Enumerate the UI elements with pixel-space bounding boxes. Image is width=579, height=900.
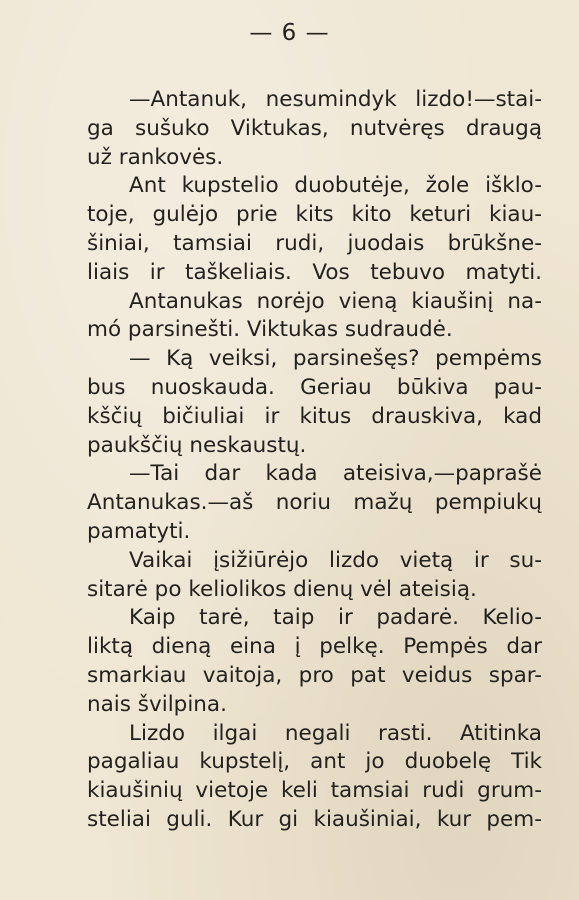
text-line: ga sušuko Viktukas, nutvėręs draugą [87, 115, 542, 141]
text-line: steliai guli. Kur gi kiaušiniai, kur pem- [87, 806, 542, 832]
text-line: sitarė po keliolikos dienų vėl ateisią. [87, 576, 477, 602]
text-line: bus nuoskauda. Geriau būkiva pau- [87, 374, 542, 400]
text-line: Vaikai įsižiūrėjo lizdo vietą ir su- [129, 547, 542, 573]
text-line: Kaip tarė, taip ir padarė. Kelio- [129, 605, 542, 631]
text-line: šiniai, tamsiai rudi, juodais brūkšne- [87, 230, 542, 256]
text-line: Antanukas norėjo vieną kiaušinį na- [129, 288, 542, 314]
text-line: Ant kupstelio duobutėje, žole išklo- [129, 173, 542, 199]
text-line: kščių bičiuliai ir kitus drauskiva, kad [87, 403, 542, 429]
text-line: paukščių neskaustų. [87, 432, 307, 458]
text-line: už rankovės. [87, 144, 224, 170]
text-line: liktą dieną eina į pelkę. Pempės dar [87, 634, 542, 660]
text-line: Antanukas.—aš noriu mažų pempiukų [87, 490, 542, 516]
text-line: Lizdo ilgai negali rasti. Atitinka [129, 720, 542, 746]
text-line: — Ką veiksi, parsinešęs? pempėms [129, 346, 542, 372]
text-line: —Tai dar kada ateisiva,—paprašė [129, 461, 542, 487]
text-line: smarkiau vaitoja, pro pat veidus spar- [87, 662, 542, 688]
text-line: nais švilpina. [87, 691, 227, 717]
body-text [87, 86, 542, 835]
text-line: liais ir taškeliais. Vos tebuvo matyti. [87, 259, 542, 285]
text-line: pagaliau kupstelį, ant jo duobelę Tik [87, 749, 542, 775]
text-line: pamatyti. [87, 518, 191, 544]
text-line: kiaušinių vietoje keli tamsiai rudi grum- [87, 778, 542, 804]
text-line: toje, gulėjo prie kits kito keturi kiau- [87, 202, 542, 228]
text-line: mó parsinešti. Viktukas sudraudė. [87, 317, 453, 343]
page-number: — 6 — [249, 20, 330, 46]
text-line: —Antanuk, nesumindyk lizdo!—stai- [129, 87, 542, 112]
